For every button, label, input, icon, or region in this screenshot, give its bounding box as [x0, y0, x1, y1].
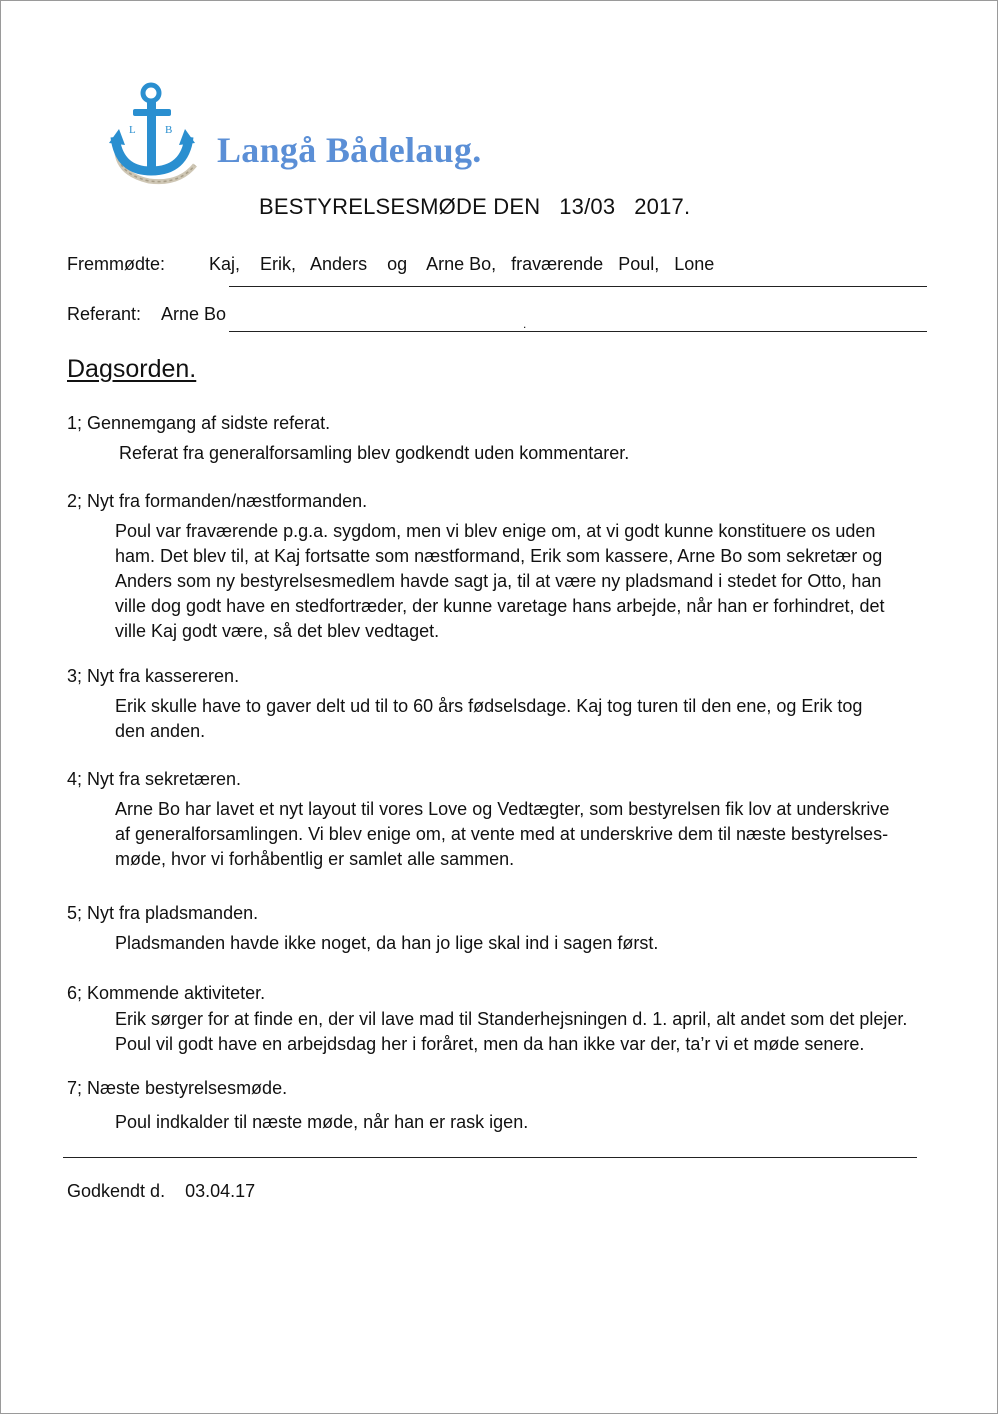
agenda-item-body — [115, 931, 945, 956]
body-line: ham. Det blev til, at Kaj fortsatte som næstformand, Erik som kassere, Arne Bo som sekretær og — [115, 546, 883, 566]
body-line: Arne Bo har lavet et nyt layout til vores Love og Vedtægter, som bestyrelsen fik lov at underskrive — [115, 799, 890, 819]
agenda-item-title: 2; Nyt fra formanden/næstformanden. — [67, 491, 368, 511]
agenda-item-title: 7; Næste bestyrelsesmøde. — [67, 1078, 288, 1098]
footer-divider — [63, 1157, 917, 1158]
logo-letter-b: B — [165, 124, 173, 136]
body-line: af generalforsamlingen. Vi blev enige om, at vente med at underskrive dem til næste bestyrelses- — [115, 824, 889, 844]
body-line: ville Kaj godt være, så det blev vedtaget. — [115, 621, 440, 641]
referent-value: Arne Bo — [161, 304, 227, 324]
body-line: Anders som ny bestyrelsesmedlem havde sagt ja, til at være ny pladsmand i stedet for Otto, han — [115, 571, 882, 591]
body-line: møde, hvor vi forhåbentlig er samlet alle sammen. — [115, 849, 515, 869]
body-line: Erik sørger for at finde en, der vil lave mad til Standerhejsningen d. 1. april, alt andet som det plejer. — [115, 1009, 908, 1029]
body-line: den anden. — [115, 721, 206, 741]
attendees-label: Fremmødte: — [67, 254, 166, 274]
attendees-divider — [229, 286, 927, 287]
agenda-item-body — [115, 519, 945, 644]
body-line: Poul vil godt have en arbejdsdag her i foråret, men da han ikke var der, ta’r vi et møde senere. — [115, 1034, 865, 1054]
agenda-item-body — [115, 694, 945, 744]
referent-divider — [229, 331, 927, 332]
agenda-item-title: 6; Kommende aktiviteter. — [67, 983, 266, 1003]
agenda-item-title: 5; Nyt fra pladsmanden. — [67, 903, 259, 923]
referent-label: Referant: — [67, 304, 142, 324]
logo-letter-l: L — [129, 124, 136, 136]
agenda-item-title: 3; Nyt fra kassereren. — [67, 666, 240, 686]
agenda-item-body — [115, 1007, 945, 1057]
body-line: Poul var fraværende p.g.a. sygdom, men vi blev enige om, at vi godt kunne konstituere os uden — [115, 521, 876, 541]
agenda-item-title: 4; Nyt fra sekretæren. — [67, 769, 242, 789]
stray-mark: . — [523, 317, 527, 331]
organization-name: Langå Bådelaug. — [217, 130, 482, 170]
body-line: ville dog godt have en stedfortræder, der kunne varetage hans arbejde, når han er forhindret, det — [115, 596, 885, 616]
agenda-item-body — [119, 441, 949, 466]
agenda-item-body — [115, 797, 945, 872]
body-line: Referat fra generalforsamling blev godkendt uden kommentarer. — [119, 443, 630, 463]
agenda-heading: Dagsorden. — [67, 355, 197, 383]
attendees-value: Kaj, Erik, Anders og Arne Bo, fraværende Poul, Lone — [209, 254, 715, 274]
meeting-title: BESTYRELSESMØDE DEN 13/03 2017. — [259, 194, 691, 219]
anchor-icon — [109, 81, 201, 185]
body-line: Poul indkalder til næste møde, når han er rask igen. — [115, 1112, 529, 1132]
body-line: Erik skulle have to gaver delt ud til to 60 års fødselsdage. Kaj tog turen til den ene, og Erik tog — [115, 696, 863, 716]
agenda-item-title: 1; Gennemgang af sidste referat. — [67, 413, 331, 433]
approval-date: Godkendt d. 03.04.17 — [67, 1181, 256, 1201]
body-line: Pladsmanden havde ikke noget, da han jo lige skal ind i sagen først. — [115, 933, 659, 953]
agenda-item-body — [115, 1110, 945, 1135]
